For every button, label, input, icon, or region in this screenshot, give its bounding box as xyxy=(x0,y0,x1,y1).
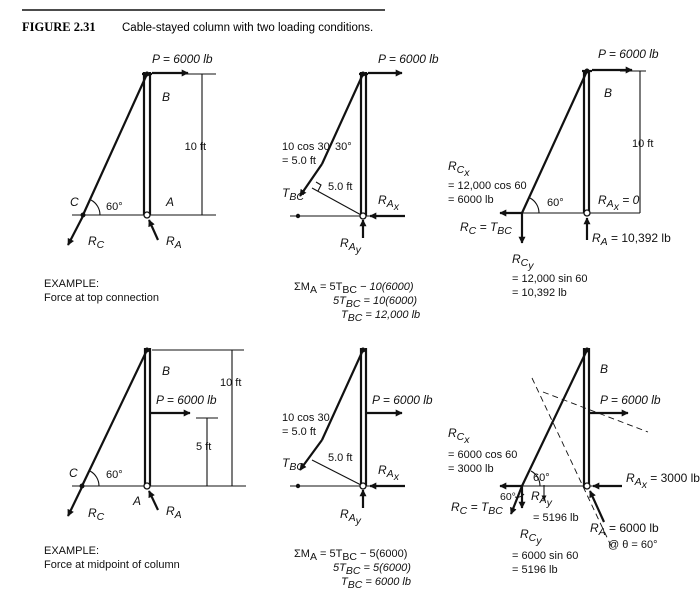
angle-small-label: 60° xyxy=(500,491,516,503)
rcy-label: RCy xyxy=(512,252,534,272)
angle-label: 60° xyxy=(106,469,123,481)
pin-a xyxy=(584,483,590,489)
reaction-ay-label: RAy xyxy=(340,236,361,256)
reaction-a-arrow xyxy=(149,491,158,510)
rcy-line-1: = 6000 sin 60 xyxy=(512,550,579,562)
rcx-line-1: = 6000 cos 60 xyxy=(448,449,518,461)
reaction-ay-label: RAy xyxy=(340,507,361,527)
equation-line-3: TBC = 12,000 lb xyxy=(341,309,421,324)
rc-equals-tbc: RC = TBC xyxy=(460,220,512,237)
ra-angle: @ θ = 60° xyxy=(608,539,658,551)
top-diagram-3 xyxy=(448,47,671,299)
rcx-label: RCx xyxy=(448,159,470,179)
rcy-line-2: = 10,392 lb xyxy=(512,287,567,299)
label-c: C xyxy=(69,466,78,480)
height-total-label: 10 ft xyxy=(220,377,242,389)
top-pin xyxy=(145,72,150,77)
pin-a xyxy=(144,483,150,489)
height-half-label: 5 ft xyxy=(196,441,212,453)
angle-label: 60° xyxy=(547,197,564,209)
cable-line xyxy=(322,350,363,440)
bottom-equations xyxy=(294,548,411,591)
ra-label: RA = 6000 lb xyxy=(590,521,659,538)
top-pin xyxy=(361,348,366,353)
bottom-diagram-1 xyxy=(68,348,246,524)
tension-label: TBC xyxy=(282,456,304,473)
load-label: P = 6000 lb xyxy=(372,393,433,407)
rcx-line-1: = 12,000 cos 60 xyxy=(448,180,527,192)
reaction-a-arrow xyxy=(149,220,158,240)
top-example-desc: Force at top connection xyxy=(44,292,159,304)
load-label: P = 6000 lb xyxy=(600,393,661,407)
cable-bc xyxy=(83,74,147,215)
ray-value: = 5196 lb xyxy=(533,512,579,524)
top-diagram-1 xyxy=(68,52,216,251)
arm-line-1: 10 cos 30 xyxy=(282,141,330,153)
right-angle-mark xyxy=(316,182,321,191)
load-label: P = 6000 lb xyxy=(598,47,659,61)
reaction-c-label: RC xyxy=(88,506,105,523)
top-example-title: EXAMPLE: xyxy=(44,278,100,290)
reaction-c-arrow xyxy=(68,216,83,245)
top-pin xyxy=(145,348,150,353)
label-b: B xyxy=(162,364,171,378)
angle-label: 60° xyxy=(106,201,123,213)
top-pin xyxy=(361,72,366,77)
pin-a xyxy=(360,483,366,489)
label-c: C xyxy=(70,195,79,209)
angle-arc xyxy=(91,200,100,215)
label-a: A xyxy=(166,195,175,209)
cable-bc xyxy=(522,350,587,486)
equation-line-1: ΣMA = 5TBC − 10(6000) xyxy=(294,281,414,296)
label-b: B xyxy=(604,86,613,100)
top-diagram-2 xyxy=(282,52,439,256)
pin-c xyxy=(296,214,300,218)
angle-arc xyxy=(530,198,539,213)
cable-bc xyxy=(522,71,587,213)
rcy-label: RCy xyxy=(520,527,542,547)
bottom-diagram-2 xyxy=(282,348,433,528)
distance-label: 5.0 ft xyxy=(328,452,353,464)
equation-line-1: ΣMA = 5TBC − 5(6000) xyxy=(294,548,408,563)
tension-label: TBC xyxy=(282,186,304,203)
load-label: P = 6000 lb xyxy=(152,52,213,66)
equation-line-3: TBC = 6000 lb xyxy=(341,576,411,591)
reaction-ax-label: RAx xyxy=(378,463,399,483)
height-label: 10 ft xyxy=(632,138,654,150)
bottom-example-title: EXAMPLE: xyxy=(44,545,100,557)
arm-line-2: = 5.0 ft xyxy=(282,426,316,438)
distance-label: 5.0 ft xyxy=(328,181,353,193)
reaction-c-arrow xyxy=(68,487,82,516)
reaction-a-label: RA xyxy=(166,504,182,521)
load-label: P = 6000 lb xyxy=(156,393,217,407)
ray-label: RAy xyxy=(531,489,552,509)
top-pin xyxy=(585,69,590,74)
angle-label: 30° xyxy=(335,141,352,153)
rcx-label: RCx xyxy=(448,426,470,446)
rcx-line-2: = 6000 lb xyxy=(448,194,494,206)
arm-line-2: = 5.0 ft xyxy=(282,155,316,167)
reaction-c-label: RC xyxy=(88,234,105,251)
top-equations xyxy=(294,281,420,324)
pin-c xyxy=(296,484,300,488)
arm-line-1: 10 cos 30 xyxy=(282,412,330,424)
label-a: A xyxy=(133,494,142,508)
figure-number: FIGURE 2.31 xyxy=(22,20,96,34)
label-b: B xyxy=(162,90,171,104)
rc-equals-tbc: RC = TBC xyxy=(451,500,503,517)
label-b: B xyxy=(600,362,609,376)
equation-line-2: 5TBC = 5(6000) xyxy=(333,562,411,577)
figure-caption: Cable-stayed column with two loading conditions. xyxy=(122,22,374,34)
top-pin xyxy=(585,348,590,353)
rcy-line-1: = 12,000 sin 60 xyxy=(512,273,588,285)
reaction-a-label: RA xyxy=(166,234,182,251)
reaction-ax-label: RAx xyxy=(378,193,399,213)
pin-a xyxy=(144,212,150,218)
rax-label: RAx = 3000 lb xyxy=(626,471,700,491)
bottom-example-desc: Force at midpoint of column xyxy=(44,559,180,571)
angle-label: 60° xyxy=(533,472,550,484)
rcy-line-2: = 5196 lb xyxy=(512,564,558,576)
height-label: 10 ft xyxy=(184,141,206,153)
pin-a xyxy=(584,210,590,216)
equation-line-2: 5TBC = 10(6000) xyxy=(333,295,418,310)
bottom-diagram-3 xyxy=(448,348,700,577)
cable-bc xyxy=(82,350,147,486)
load-label: P = 6000 lb xyxy=(378,52,439,66)
angle-arc xyxy=(90,471,99,486)
rax-label: RAx = 0 xyxy=(598,193,640,213)
ra-label: RA = 10,392 lb xyxy=(592,231,671,248)
rcx-line-2: = 3000 lb xyxy=(448,463,494,475)
pin-a xyxy=(360,213,366,219)
